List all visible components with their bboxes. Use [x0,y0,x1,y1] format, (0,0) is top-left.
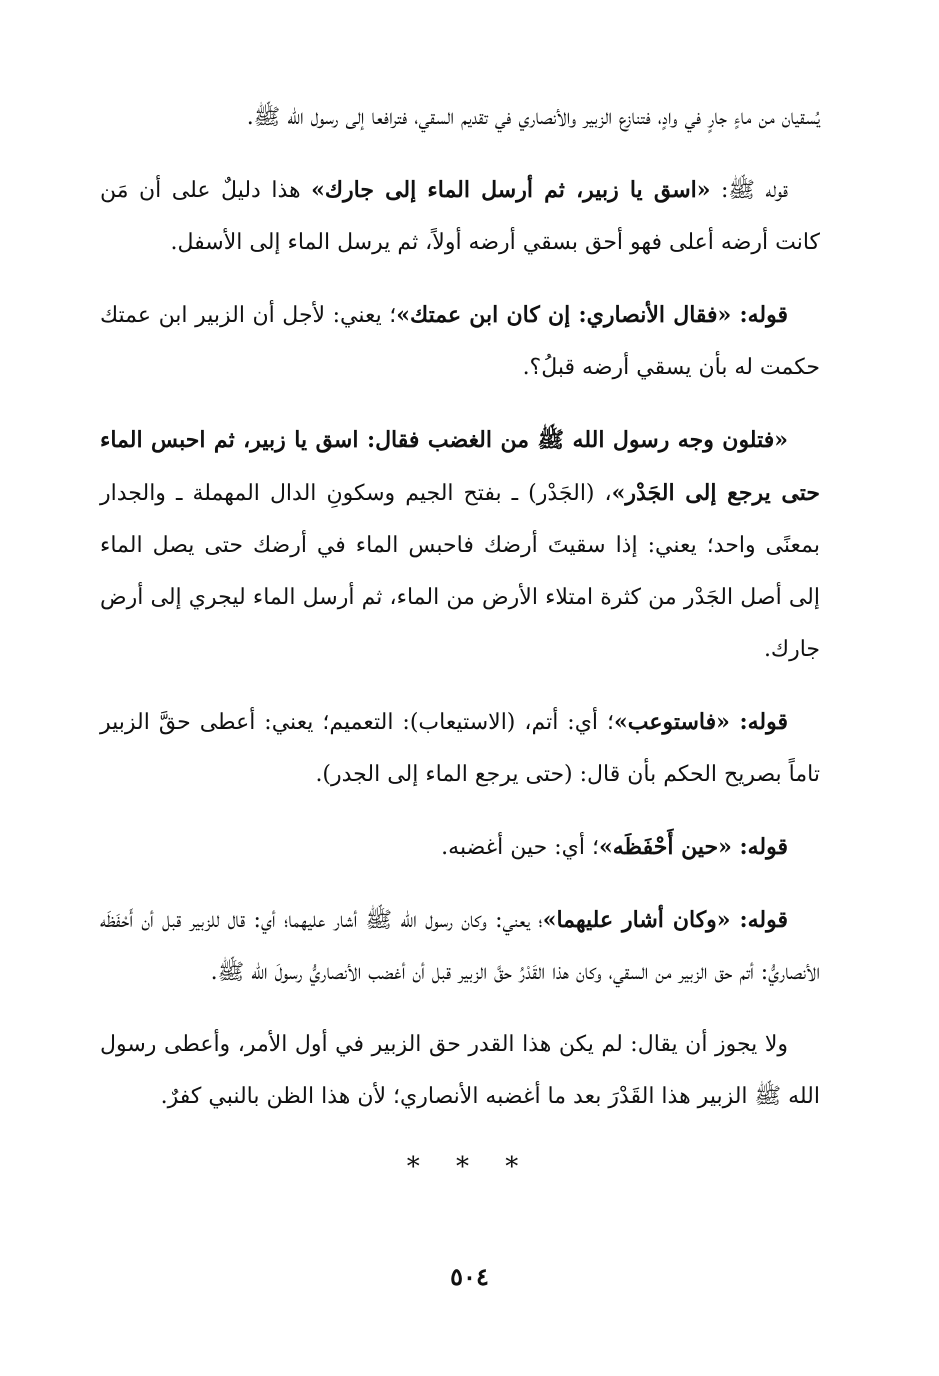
paragraph-2-hadith-quote: «اسق يا زبير، ثم أرسل الماء إلى جارك» [311,177,711,203]
paragraph-7 [100,894,820,999]
paragraph-7-quote: قوله: «وكان أشار عليهما» [542,907,788,933]
paragraph-5-quote: قوله: «فاستوعب» [613,709,788,735]
paragraph-2-commentary: هذا دليلٌ على أن مَن كانت أرضه أعلى فهو أحق بسقي أرضه أولاً، ثم يرسل الماء إلى الأسفل. [100,178,820,255]
section-divider: * * * [406,1152,533,1182]
page-body [100,92,820,1143]
paragraph-5 [100,696,820,801]
paragraph-3-quote: قوله: «فقال الأنصاري: إن كان ابن عمتك» [396,302,788,328]
paragraph-2 [100,164,820,269]
paragraph-5-commentary: ؛ أي: أتم، (الاستيعاب): التعميم؛ يعني: أعطى حقَّ الزبير تاماً بصريح الحكم بأن قال: (حتى يرجع الماء إلى الجدر). [100,710,820,787]
paragraph-3 [100,289,820,394]
paragraph-6 [100,821,820,874]
paragraph-6-commentary: ؛ أي: حين أغضبه. [441,835,599,860]
paragraph-4-commentary: ، (الجَدْر) ـ بفتح الجيم وسكونِ الدال المهملة ـ والجدار بمعنًى واحد؛ يعني: إذا سقيتَ أرضك فاحبس الماء في أرضك حتى يصل الماء إلى أصل الجَدْر من كثرة امتلاء الأرض من الماء، ثم أرسل الماء ليجري إلى أرض جارك. [100,481,820,662]
paragraph-1-text: يُسقيان من ماءٍ جارٍ في وادٍ، فتنازع الزبير والأنصاري في تقديم السقي، فترافعا إلى رسول الله ﷺ. [246,105,820,130]
paragraph-4-quote: «فتلون وجه رسول الله ﷺ من الغضب فقال: اسق يا زبير، ثم احبس الماء حتى يرجع إلى الجَدْر» [100,427,820,506]
paragraph-8-text: ولا يجوز أن يقال: لم يكن هذا القدر حق الزبير في أول الأمر، وأعطى رسول الله ﷺ الزبير هذا القَدْرَ بعد ما أغضبه الأنصاري؛ لأن هذا الظن بالنبي كفرٌ. [100,1032,820,1109]
page-number: ٥٠٤ [450,1262,489,1291]
paragraph-7-commentary: ؛ يعني: وكان رسول الله ﷺ أشار عليهما؛ أي: قال للزبير قبل أن أَحْفَظَه الأنصاريُّ: أتم حق الزبير من السقي، وكان هذا القَدْرُ حقَّ الزبير قبل أن أغضب الأنصاريُّ رسولَ الله ﷺ. [100,908,820,985]
paragraph-3-commentary: ؛ يعني: لأجل أن الزبير ابن عمتك حكمت له بأن يسقي أرضه قبلُ؟. [100,303,820,380]
paragraph-4 [100,414,820,676]
paragraph-6-quote: قوله: «حين أَحْفَظَه» [599,834,788,860]
paragraph-1 [100,92,820,144]
paragraph-2-intro: قوله ﷺ: [710,178,788,203]
paragraph-8 [100,1019,820,1123]
